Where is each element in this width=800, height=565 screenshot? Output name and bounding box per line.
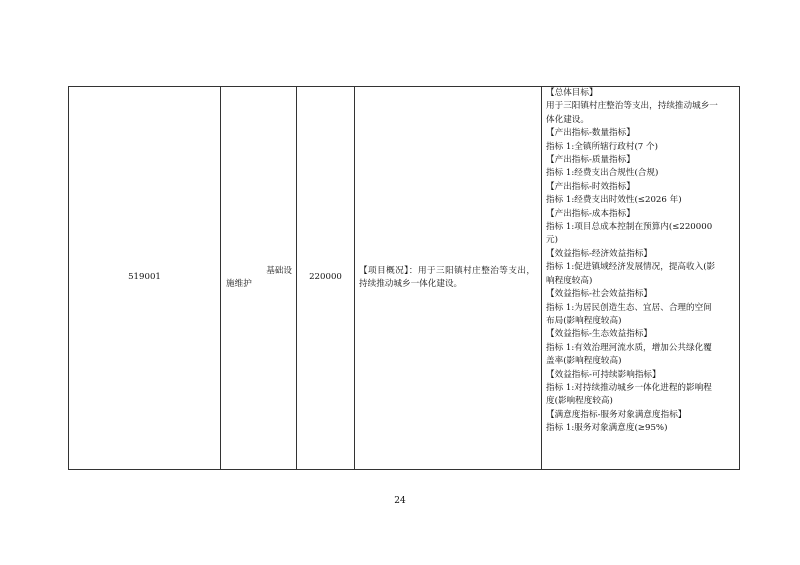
- project-amount-cell: [297, 87, 355, 470]
- indicator-line: 指标 1:服务对象满意度(≥95%): [546, 423, 668, 434]
- project-name-cell: [221, 87, 297, 470]
- indicator-line: 指标 1:经费支出合规性(合规): [546, 168, 659, 179]
- indicator-line: 【效益指标-社会效益指标】: [546, 289, 653, 300]
- indicator-line: 体化建设。: [546, 114, 589, 125]
- indicator-line: 度(影响程度较高): [546, 396, 613, 407]
- indicator-line: 指标 1:全镇所辖行政村(7 个): [546, 141, 658, 152]
- budget-project-table: [68, 86, 740, 470]
- indicator-line: 响程度较高): [546, 275, 593, 286]
- indicator-line: 指标 1:为居民创造生态、宜居、合理的空间: [546, 302, 712, 313]
- indicator-line: 【产出指标-质量指标】: [546, 155, 635, 166]
- indicator-line: 【满意度指标-服务对象满意度指标】: [546, 409, 687, 420]
- indicator-line: 【产出指标-成本指标】: [546, 208, 635, 219]
- project-description: 【项目概况】：用于三阳镇村庄整治等支出，持续推动城乡一体化建设。: [359, 265, 535, 289]
- project-amount: 220000: [309, 272, 342, 283]
- table-row: [69, 87, 740, 470]
- project-name-line-1: 基础设: [266, 265, 292, 276]
- indicator-line: 指标 1:有效治理河流水质，增加公共绿化覆: [546, 342, 712, 353]
- project-name-line-2: 施维护: [226, 279, 252, 289]
- page-number: 24: [394, 496, 406, 506]
- indicator-line: 指标 1:经费支出时效性(≤2026 年): [546, 195, 682, 206]
- project-code-cell: [69, 87, 221, 470]
- performance-indicators-cell: [542, 87, 740, 470]
- project-code: 519001: [128, 272, 161, 283]
- indicator-line: 【效益指标-生态效益指标】: [546, 329, 653, 340]
- indicator-line: 用于三阳镇村庄整治等支出，持续推动城乡一: [546, 101, 718, 112]
- indicator-line: 【效益指标-经济效益指标】: [546, 248, 653, 259]
- indicator-line: 指标 1:对持续推动城乡一体化进程的影响程: [546, 382, 712, 393]
- indicator-line: 【总体目标】: [546, 88, 598, 98]
- indicator-line: 【产出指标-数量指标】: [546, 128, 635, 139]
- indicator-line: 盖率(影响程度较高): [546, 356, 622, 367]
- indicator-line: 布局(影响程度较高): [546, 315, 622, 326]
- indicator-line: 元): [546, 235, 558, 246]
- indicator-line: 指标 1:项目总成本控制在预算内(≤220000: [546, 222, 713, 233]
- indicator-line: 【产出指标-时效指标】: [546, 181, 635, 192]
- indicator-line: 指标 1:促进镇域经济发展情况，提高收入(影: [546, 262, 716, 273]
- project-description-cell: [355, 87, 542, 470]
- indicator-line: 【效益指标-可持续影响指标】: [546, 369, 661, 380]
- indicator-list: [542, 87, 739, 436]
